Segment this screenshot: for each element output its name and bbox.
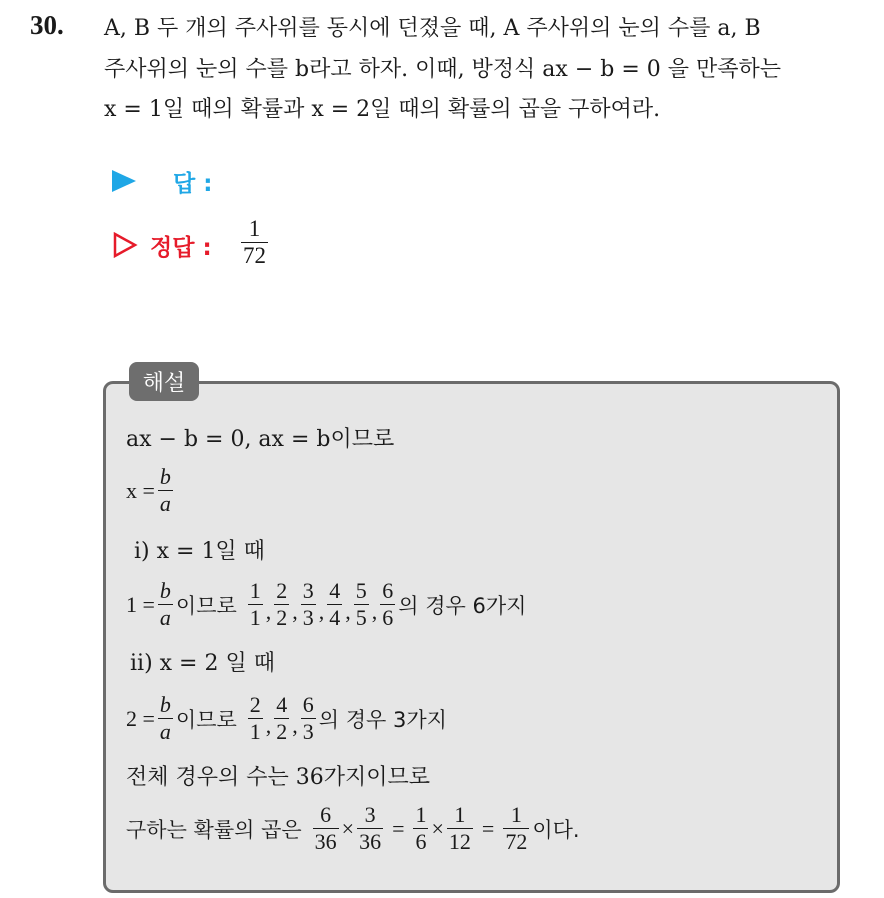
solution-tag: 해설 bbox=[129, 362, 199, 401]
solution-line-6: 2 = $\frac{b}{a}$ 이므로 $\frac{2}{1}$ , $\frac{4}{2}$ , $\frac{6}{3}$ 의 경우 3가지 bbox=[126, 692, 447, 744]
question-line-1: A, B 두 개의 주사위를 동시에 던졌을 때, A 주사위의 눈의 수를 a, B bbox=[104, 16, 761, 41]
solution-line-1: ax − b = 0, ax = b이므로 bbox=[126, 427, 395, 452]
case1-fraction: $\frac{3}{3}$ bbox=[302, 578, 314, 630]
answer-arrow-icon bbox=[112, 170, 136, 192]
question-line-3: x = 1일 때의 확률과 x = 2일 때의 확률의 곱을 구하여라. bbox=[104, 97, 661, 122]
solution-line-7: 전체 경우의 수는 36가지이므로 bbox=[126, 765, 430, 790]
question-number: 30. bbox=[30, 10, 64, 40]
case1-fraction: $\frac{4}{4}$ bbox=[329, 578, 341, 630]
key-answer-fraction bbox=[238, 216, 271, 269]
case1-fraction: $\frac{1}{1}$ bbox=[249, 578, 261, 630]
solution-line-3: ⅰ) x = 1일 때 bbox=[134, 539, 265, 564]
case2-fraction: $\frac{2}{1}$ bbox=[249, 692, 261, 744]
solution-line-4-fraction-list: $\frac{1}{1}$ , $\frac{2}{2}$ , $\frac{3}{3}$ , $\frac{4}{4}$ , $\frac{5}{5}$ , $\frac{6}{6}$ bbox=[249, 578, 394, 630]
answer-label: 답 : bbox=[173, 171, 213, 197]
case1-fraction: $\frac{5}{5}$ bbox=[355, 578, 367, 630]
case1-fraction: $\frac{6}{6}$ bbox=[382, 578, 394, 630]
case2-fraction: $\frac{6}{3}$ bbox=[302, 692, 314, 744]
solution-line-6-fraction-list: $\frac{2}{1}$ , $\frac{4}{2}$ , $\frac{6}{3}$ bbox=[249, 692, 314, 744]
key-answer-denominator: 72 bbox=[243, 243, 266, 268]
case2-fraction: $\frac{4}{2}$ bbox=[276, 692, 288, 744]
solution-line-8: 구하는 확률의 곱은 $\frac{6}{36}$ × $\frac{3}{36}$ = $\frac{1}{6}$ × $\frac{1}{12}$ = $\frac{1}{72}$ 이다. bbox=[126, 802, 580, 854]
key-label: 정답 : bbox=[150, 235, 212, 261]
solution-line-4: 1 = $\frac{b}{a}$ 이므로 $\frac{1}{1}$ , $\frac{2}{2}$ , $\frac{3}{3}$ , $\frac{4}{4}$ , $\frac{5}{5}$ , $\frac{6}{6}$ 의 경우 6가지 bbox=[126, 578, 527, 630]
solution-line-2: x = $\frac{b}{a}$ bbox=[126, 464, 171, 516]
question-line-2: 주사위의 눈의 수를 b라고 하자. 이때, 방정식 ax − b = 0 을 만족하는 bbox=[104, 57, 781, 82]
solution-line-5: ⅱ) x = 2 일 때 bbox=[130, 651, 275, 676]
case1-fraction: $\frac{2}{2}$ bbox=[276, 578, 288, 630]
key-answer-numerator: 1 bbox=[248, 216, 261, 241]
key-arrow-icon bbox=[112, 232, 138, 258]
